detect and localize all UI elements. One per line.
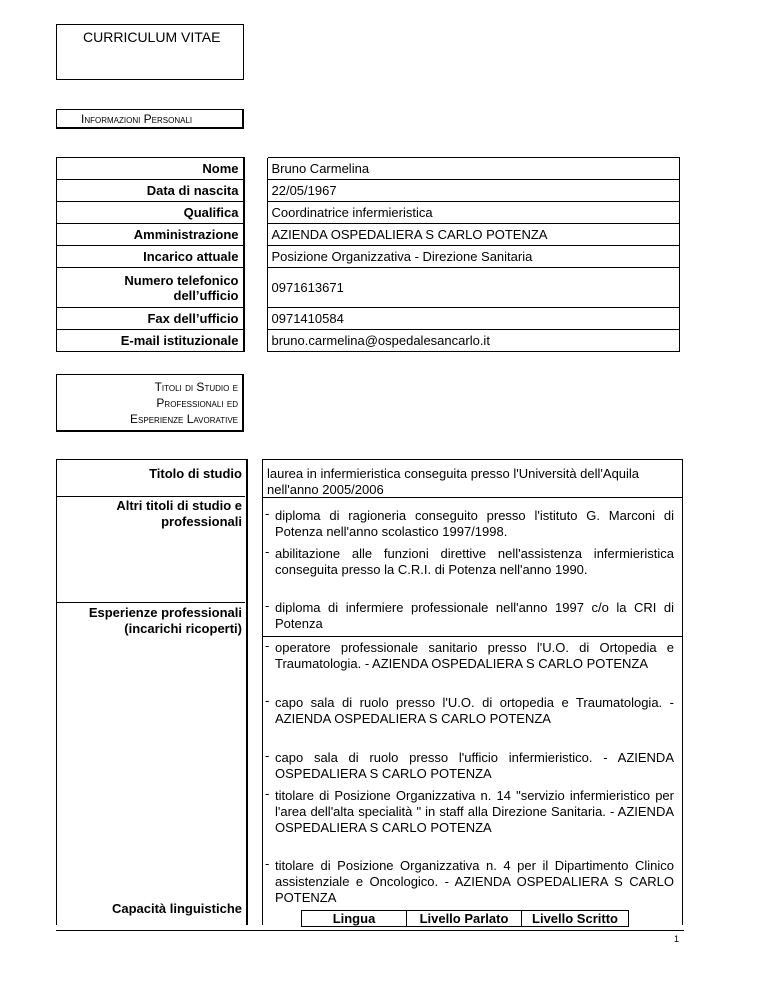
dash-marker: - — [265, 544, 270, 559]
row-divider — [263, 636, 682, 637]
section-header-personal — [56, 109, 244, 129]
list-item: - abilitazione alle funzioni direttive nell'assistenza infermieristica conseguita presso la C.R.I. di Potenza nell'anno 1990. — [265, 544, 674, 577]
info-value: Bruno Carmelina — [267, 158, 680, 180]
info-value: 0971613671 — [267, 268, 680, 308]
studies-label-column — [56, 459, 248, 925]
info-value: Posizione Organizzativa - Direzione Sanitaria — [267, 246, 680, 268]
list-item: - capo sala di ruolo presso l'U.O. di ortopedia e Traumatologia. - AZIENDA OSPEDALIERA S CARLO POTENZA — [265, 693, 674, 726]
list-item: - operatore professionale sanitario presso l'U.O. di Ortopedia e Traumatologia. - AZIENDA OSPEDALIERA S CARLO POTENZA — [265, 638, 674, 671]
label-capacita-linguistiche: Capacità linguistiche — [111, 901, 242, 916]
titolo-studio-value: laurea in infermieristica conseguita presso l'Università dell'Aquila nell'anno 2005/2006 — [267, 466, 640, 497]
column-header-parlato: Livello Parlato — [407, 911, 522, 927]
dash-marker: - — [265, 856, 270, 871]
info-value: Coordinatrice infermieristica — [267, 202, 680, 224]
list-item: - diploma di ragioneria conseguito presso l'istituto G. Marconi di Potenza nell'anno scolastico 1997/1998. — [265, 506, 674, 539]
info-row — [57, 202, 680, 224]
info-value: 0971410584 — [267, 308, 680, 330]
dash-marker: - — [265, 506, 270, 521]
table-header-row — [302, 911, 629, 927]
page-bottom-rule — [56, 930, 684, 931]
info-label: Incarico attuale — [57, 246, 244, 268]
info-row — [57, 224, 680, 246]
info-row — [57, 246, 680, 268]
label-esperienze: Esperienze professionali (incarichi ricoperti) — [88, 605, 242, 636]
list-item: - diploma di infermiere professionale nell'anno 1997 c/o la CRI di Potenza — [265, 598, 674, 631]
list-item: - titolare di Posizione Organizzativa n. 4 per il Dipartimento Clinico assistenziale e Oncologico. - AZIENDA OSPEDALIERA S CARLO POTENZA — [265, 856, 674, 905]
personal-info-table — [56, 157, 680, 352]
row-divider — [56, 602, 245, 603]
info-label: Fax dell’ufficio — [57, 308, 244, 330]
info-label: Nome — [57, 158, 244, 180]
column-header-lingua: Lingua — [302, 911, 407, 927]
label-altri-titoli: Altri titoli di studio e professionali — [116, 498, 242, 529]
list-item: - capo sala di ruolo presso l'ufficio infermieristico. - AZIENDA OSPEDALIERA S CARLO POTENZA — [265, 748, 674, 781]
info-label: Data di nascita — [57, 180, 244, 202]
info-label: Qualifica — [57, 202, 244, 224]
page-number: 1 — [674, 934, 680, 944]
info-row — [57, 330, 680, 352]
section-title-personal: Informazioni Personali — [81, 112, 193, 126]
column-header-scritto: Livello Scritto — [522, 911, 629, 927]
info-row — [57, 308, 680, 330]
info-label: Numero telefonico dell’ufficio — [57, 268, 244, 308]
section-header-studies — [56, 374, 244, 432]
dash-marker: - — [265, 693, 270, 708]
dash-marker: - — [265, 638, 270, 653]
info-row — [57, 158, 680, 180]
list-item: - titolare di Posizione Organizzativa n. 14 "servizio infermieristico per l'area dell'alta specialità " in staff alla Direzione Sanitaria. - AZIENDA OSPEDALIERA S CARLO POTENZA — [265, 786, 674, 835]
info-label: E-mail istituzionale — [57, 330, 244, 352]
label-titolo-studio: Titolo di studio — [149, 466, 242, 481]
info-value: AZIENDA OSPEDALIERA S CARLO POTENZA — [267, 224, 680, 246]
section-title-studies: Titoli di Studio e Professionali ed Esperienze Lavorative — [130, 380, 238, 426]
cv-title: CURRICULUM VITAE — [83, 29, 221, 45]
info-value: 22/05/1967 — [267, 180, 680, 202]
dash-marker: - — [265, 748, 270, 763]
row-divider — [56, 496, 245, 497]
info-label: Amministrazione — [57, 224, 244, 246]
info-row — [57, 268, 680, 308]
dash-marker: - — [265, 598, 270, 613]
info-row — [57, 180, 680, 202]
info-value: bruno.carmelina@ospedalesancarlo.it — [267, 330, 680, 352]
languages-table — [301, 910, 629, 927]
row-divider — [263, 497, 682, 498]
cv-title-box — [56, 24, 244, 80]
dash-marker: - — [265, 786, 270, 801]
studies-value-column — [262, 459, 683, 925]
